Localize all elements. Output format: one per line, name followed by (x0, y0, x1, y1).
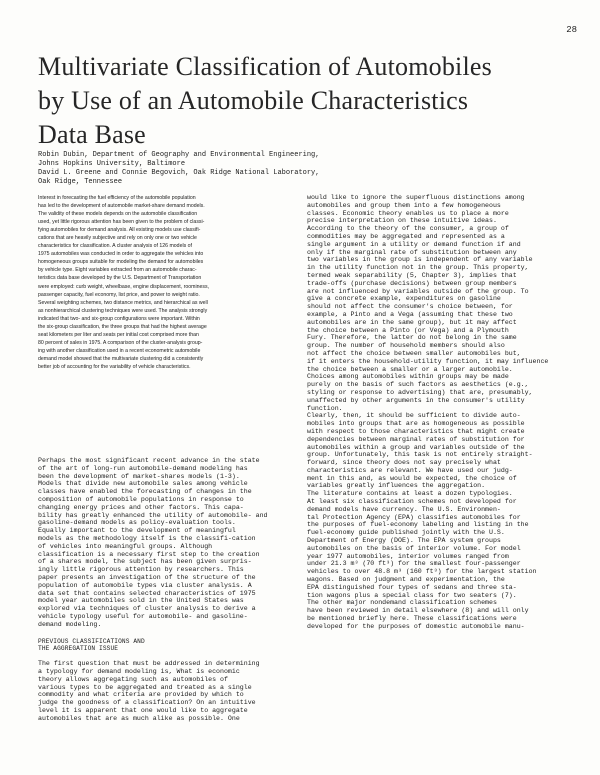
text-line: not affect the choice between smaller automobiles but, (307, 349, 521, 357)
text-line: of a shares model, the subject has been given surpris- (38, 558, 252, 566)
abstract-line: were employed: curb weight, wheelbase, engine displacement, roominess, (38, 283, 209, 290)
text-line: the choice between a smaller or a larger automobile. (307, 365, 513, 373)
text-line: tal Protection Agency (EPA) classifies automobiles for (307, 513, 521, 521)
abstract-line: the six-group classification, the three groups that had the highest average (38, 323, 207, 330)
author-line: David L. Greene and Connie Begovich, Oak Ridge National Laboratory, (38, 169, 320, 177)
text-line: judge the goodness of a classification? On an intuitive (38, 699, 256, 707)
abstract-line: better job of accounting for the variability of vehicle characteristics. (38, 363, 191, 370)
text-line: example, a Pinto and a Vega (assuming that these two (307, 310, 513, 318)
section-paragraph (38, 660, 296, 722)
abstract-line: Several weighting schemes, two distance metrics, and hierarchical as well (38, 299, 208, 306)
abstract-line: 1975 automobiles was conducted in order to aggregate the vehicles into (38, 251, 204, 258)
text-line: single argument in a utility or demand function if and (307, 240, 521, 248)
text-line: vehicles to over 48.8 m³ (160 ft³) for the largest station (307, 568, 537, 576)
text-line: trade-offs (purchase decisions) between group members (307, 279, 517, 287)
text-line: ingly little rigorous attention by researchers. This (38, 566, 244, 574)
text-line: composition of automobile populations in response to (38, 495, 244, 503)
text-line: classes. Economic theory enables us to place a more (307, 209, 509, 217)
text-line: only if the marginal rate of substitution between any (307, 248, 517, 256)
text-line: ment in this and, as would be expected, the choice of (307, 474, 517, 482)
text-line: automobiles are in the same group), but it may affect (307, 318, 517, 326)
abstract-line: indicated that two- and six-group configurations were important. Within (38, 315, 200, 322)
text-line: characteristics are relevant. We have used our judg- (307, 466, 513, 474)
abstract-line: cations that are heavily subjective and rely on only one or two vehicle (38, 235, 197, 242)
text-line: theory allows aggregating such as automobiles of (38, 675, 228, 683)
abstract-line: has led to the development of automobile market-share demand models. (38, 203, 205, 210)
text-line: unaffected by other arguments in the consumer's utility (307, 396, 525, 404)
text-line: Equally important to the development of meaningful (38, 527, 236, 535)
abstract-line: demand model showed that the multivariate clustering did a consistently (38, 355, 204, 362)
text-line: mobiles into groups that are as homogeneous as possible (307, 420, 525, 428)
text-line: forward, since theory does not say precisely what (307, 459, 501, 467)
text-line: the purposes of fuel-economy labeling and listing in the (307, 521, 529, 529)
text-line: would like to ignore the superfluous distinctions among (307, 194, 525, 201)
text-line: if it enters the household-utility function, it may influence (307, 357, 549, 365)
abstract-line: Interest in forecasting the fuel efficiency of the automobile population (38, 195, 196, 201)
title-line: Multivariate Classification of Automobiles (38, 52, 492, 81)
text-line: have been reviewed in detail elsewhere (8) and will only (307, 607, 529, 615)
abstract-line: The validity of these models depends on the automobile classification (38, 211, 198, 218)
text-line: Fury. Therefore, the latter do not belong in the same (307, 334, 517, 342)
text-line: give a concrete example, expenditures on gasoline (307, 295, 501, 303)
author-line: Johns Hopkins University, Baltimore (38, 160, 186, 168)
text-line: population of automobile types via cluster analysis. A (38, 581, 252, 589)
text-line: wagons. Based on judgment and experimentation, the (307, 576, 505, 584)
abstract-line: used, yet little rigorous attention has been given to the problem of classi- (38, 219, 205, 226)
text-line: dependencies between marginal rates of substitution for (307, 435, 525, 443)
abstract-line: seat kilometers per liter and seats per initial cost comprised more than (38, 331, 199, 338)
text-line: EPA distinguished four types of sedans and three sta- (307, 583, 517, 591)
text-line: model year automobiles sold in the United States was (38, 597, 244, 605)
text-line: Models that divide new automobile sales among vehicle (38, 480, 248, 488)
body-column-left (38, 457, 296, 723)
text-line: group. Unfortunately, this task is not entirely straight- (307, 451, 533, 459)
text-line: demand models have currency. The U.S. Environmen- (307, 505, 501, 513)
text-line: function. (307, 404, 343, 412)
text-line: developed for the purposes of domestic automobile manu- (307, 622, 525, 630)
text-line: automobiles and group them into a few homogeneous (307, 201, 501, 209)
text-line: models as the methodology itself is the classifi-cation (38, 534, 256, 542)
abstract-line: passenger capacity, fuel economy, list price, and power to weight ratio. (38, 291, 200, 298)
text-line: styling or response to advertising) that are, presumably, (307, 388, 533, 396)
text-line: data set that contains selected characteristics of 1975 (38, 589, 256, 597)
abstract-line: teristics data base developed by the U.S. Department of Transportation (38, 275, 202, 282)
abstract (38, 194, 288, 371)
text-line: group. The number of household members should also (307, 342, 505, 350)
author-affiliations (38, 151, 578, 187)
abstract-line: 80 percent of sales in 1975. A comparison of the cluster-analysis group- (38, 339, 203, 346)
abstract-line: homogeneous groups suitable for modeling the demand for automobiles (38, 259, 204, 266)
abstract-line: ing with another classification used in a recent econometric automobile (38, 347, 201, 354)
text-line: According to the theory of the consumer, a group of (307, 225, 509, 233)
text-line: Clearly, then, it should be sufficient to divide auto- (307, 412, 521, 420)
text-line: At least six classification schemes not developed for (307, 498, 517, 506)
text-line: variables greatly influences the aggregation. (307, 482, 486, 490)
section-heading (38, 638, 296, 654)
text-line: classes have enabled the forecasting of changes in the (38, 488, 252, 496)
text-line: year 1977 automobiles, interior volumes ranged from (307, 552, 509, 560)
text-line: a typology for demand modeling is, What is economic (38, 667, 240, 675)
title-line: by Use of an Automobile Characteristics (38, 86, 469, 115)
text-line: be mentioned briefly here. These classifications were (307, 615, 517, 623)
text-line: commodity and what criteria are provided by which to (38, 691, 244, 699)
text-line: two variables in the group is independent of any variable (307, 256, 533, 264)
text-line: precise interpretation on these intuitive ideas. (307, 217, 497, 225)
abstract-line: as nonhierarchical clustering techniques were used. The analysis strongly (38, 307, 208, 314)
text-line: commodities may be aggregated and represented as a (307, 232, 505, 240)
text-line: fuel-economy guide published jointly with the U.S. (307, 529, 505, 537)
text-line: bility has greatly enhanced the utility of automobile- and (38, 511, 268, 519)
text-line: tion wagons plus a special class for two seaters (7). (307, 591, 517, 599)
text-line: should not affect the consumer's choice between, for (307, 303, 513, 311)
text-line: The literature contains at least a dozen typologies. (307, 490, 513, 498)
text-line: Department of Energy (DOE). The EPA system groups (307, 537, 501, 545)
text-line: termed weak separability (5, Chapter 3), implies that (307, 271, 517, 279)
text-line: changing energy prices and other factors. This capa- (38, 503, 244, 511)
text-line: various types to be aggregated and treated as a single (38, 683, 252, 691)
text-line: been the development of market-shares models (1-3). (38, 472, 240, 480)
text-line: are not influenced by variables outside of the group. To (307, 287, 529, 295)
text-line: gasoline-demand models as policy-evaluation tools. (38, 519, 236, 527)
heading-line: PREVIOUS CLASSIFICATIONS AND (38, 637, 145, 645)
text-line: automobiles within a group and variables outside of the (307, 443, 525, 451)
text-line: demand modeling. (38, 620, 102, 628)
abstract-line: characteristics for classification. A cluster analysis of 126 models of (38, 243, 192, 250)
text-line: classification is a necessary first step to the creation (38, 550, 260, 558)
text-line: automobiles on the basis of interior volume. For model (307, 544, 521, 552)
text-line: the choice between a Pinto (or Vega) and a Plymouth (307, 326, 509, 334)
text-line: paper presents an investigation of the structure of the (38, 573, 256, 581)
body-column-right (307, 194, 573, 631)
abstract-line: by vehicle type. Eight variables extracted from an automobile charac- (38, 267, 197, 274)
text-line: Perhaps the most significant recent advance in the state (38, 457, 260, 464)
text-line: of vehicles into meaningful groups. Although (38, 542, 213, 550)
text-line: automobiles that are as much alike as possible. One (38, 714, 240, 722)
text-line: vehicle typology useful for automobile- and gasoline- (38, 612, 248, 620)
author-line: Robin Dubin, Department of Geography and Environmental Engineering, (38, 151, 320, 159)
text-line: purely on the basis of such factors as aesthetics (e.g., (307, 381, 529, 389)
text-line: level it is apparent that one would like to aggregate (38, 706, 248, 714)
text-line: The first question that must be addressed in determining (38, 660, 260, 668)
text-line: The other major nondemand classification schemes (307, 599, 497, 607)
intro-paragraph (38, 457, 296, 629)
title-line: Data Base (38, 120, 146, 149)
page-number: 28 (566, 25, 577, 35)
text-line: in the utility function not in the group. This property, (307, 264, 529, 272)
text-line: of the art of long-run automobile-demand modeling has (38, 464, 248, 472)
author-line: Oak Ridge, Tennessee (38, 178, 123, 186)
text-line: under 21.3 m³ (70 ft³) for the smallest four-passenger (307, 560, 521, 568)
text-line: with respect to those characteristics that might create (307, 427, 525, 435)
abstract-line: fying automobiles for demand analysis. All existing models use classifi- (38, 227, 201, 234)
heading-line: THE AGGREGATION ISSUE (38, 645, 119, 653)
text-line: explored via techniques of cluster analysis to derive a (38, 605, 256, 613)
text-line: Choices among automobiles within groups may be made (307, 373, 509, 381)
article-title (38, 50, 578, 152)
